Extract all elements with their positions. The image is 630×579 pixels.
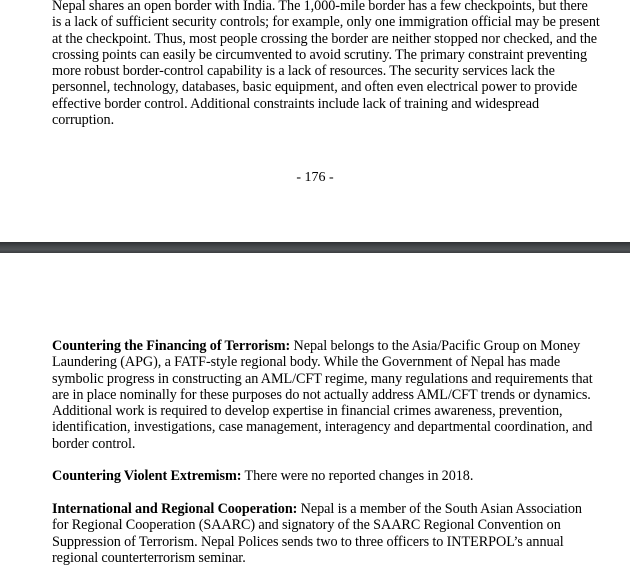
paragraph-countering-violent-extremism <box>52 468 600 484</box>
paragraph-text: Nepal belongs to the Asia/Pacific Group on Money Laundering (APG), a FATF-style regional body. While the Government of Nepal has made symbolic progress in constructing an AML/CFT regime, many regulations and requirements that are in place nominally for these purposes do not actually address AML/CFT trends or dynamics. Additional work is required to develop expertise in financial crimes awareness, prevention, identification, investigations, case management, interagency and departmental coordination, and border control. <box>52 338 593 452</box>
page-number: - 176 - <box>296 170 334 185</box>
paragraph-border-security <box>52 0 600 128</box>
pdf-page-176 <box>0 0 630 242</box>
paragraph-countering-financing-of-terrorism <box>52 338 600 452</box>
pdf-page-177 <box>0 253 630 579</box>
section-heading: Countering Violent Extremism: <box>52 468 242 484</box>
paragraph-body <box>52 338 600 452</box>
paragraph-body <box>52 468 600 484</box>
paragraph-text: Nepal shares an open border with India. The 1,000-mile border has a few checkpoints, but there is a lack of sufficient security controls; for example, only one immigration official may be present at the checkpoint. Thus, most people crossing the border are neither stopped nor checked, and the crossing points can easily be circumvented to avoid scrutiny. The primary constraint preventing more robust border-control capability is a lack of resources. The security services lack the personnel, technology, databases, basic equipment, and often even electrical power to provide effective border control. Additional constraints include lack of training and widespread corruption. <box>52 0 600 129</box>
section-heading: International and Regional Cooperation: <box>52 501 298 517</box>
page-separator <box>0 242 630 253</box>
paragraph-text: There were no reported changes in 2018. <box>241 468 474 484</box>
paragraph-body <box>52 501 600 566</box>
paragraph-text: Nepal is a member of the South Asian Association for Regional Cooperation (SAARC) and signatory of the SAARC Regional Convention on Suppression of Terrorism. Nepal Polices sends two to three officers to INTERPOL’s annual regional counterterrorism seminar. <box>52 501 582 566</box>
section-heading: Countering the Financing of Terrorism: <box>52 338 291 354</box>
paragraph-international-regional-cooperation <box>52 501 600 566</box>
